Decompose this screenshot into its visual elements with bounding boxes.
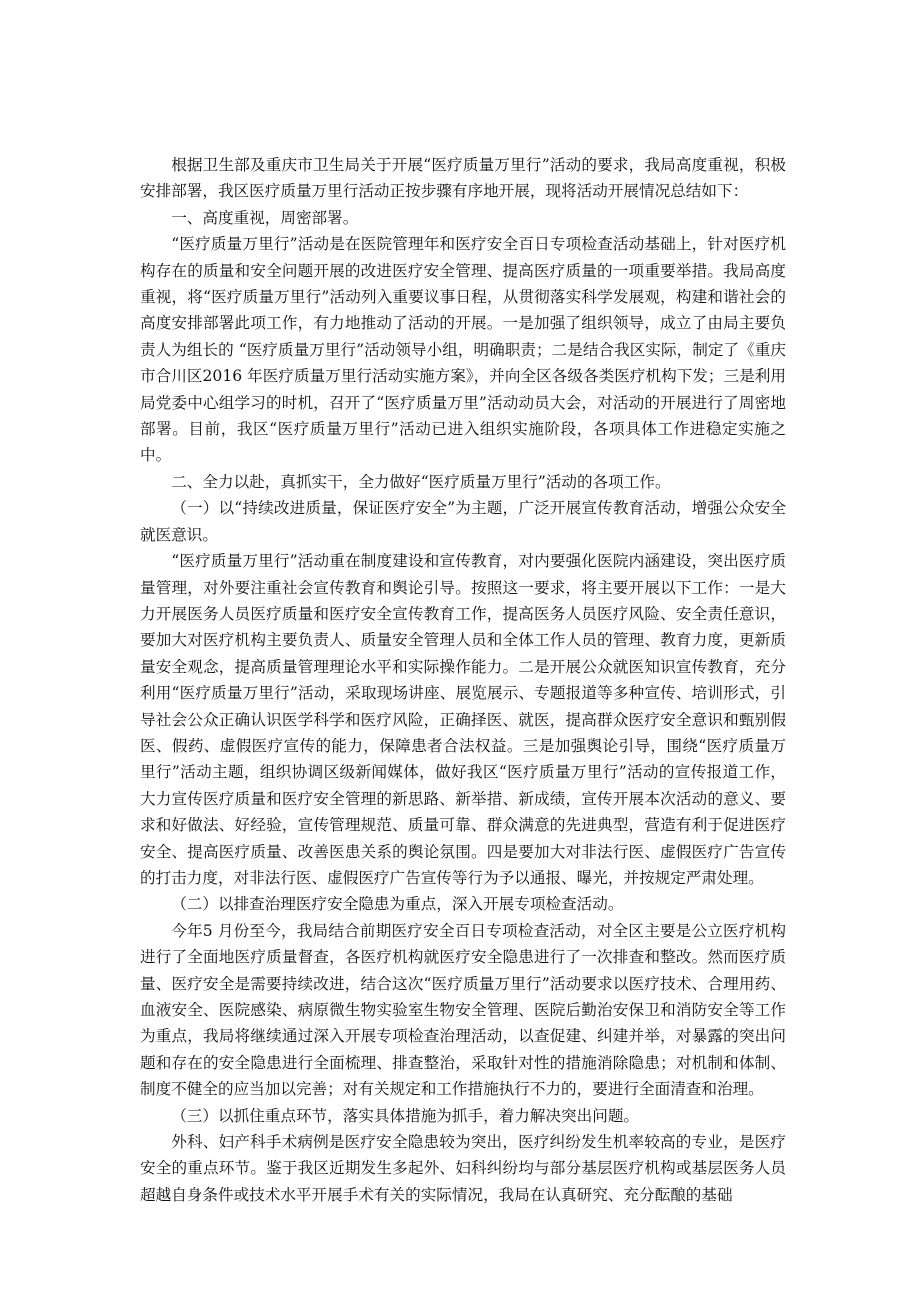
- subsection-heading-1: （一）以“持续改进质量，保证医疗安全”为主题，广泛开展宣传教育活动，增强公众安全就医意识。: [140, 499, 786, 544]
- subsection-heading-3: （三）以抓住重点环节，落实具体措施为抓手，着力解决突出问题。: [171, 1106, 640, 1125]
- section-heading-2: 二、全力以赴，真抓实干，全力做好“医疗质量万里行”活动的各项工作。: [171, 472, 671, 491]
- body-paragraph: “医疗质量万里行”活动是在医院管理年和医疗安全百日专项检查活动基础上，针对医疗机构存在的质量和安全问题开展的改进医疗安全管理、提高医疗质量的一项重要举措。我局高度重视，将“医疗质量万里行”活动列入重要议事日程，从贯彻落实科学发展观，构建和谐社会的高度安排部署此项工作，有力地推动了活动的开展。一是加强了组织领导，成立了由局主要负责人为组长的 “医疗质量万里行”活动领导小组，明确职责；二是结合我区实际，制定了《重庆市合川区2016 年医疗质量万里行活动实施方案》，并向全区各级各类医疗机构下发；三是利用局党委中心组学习的时机，召开了“医疗质量万里”活动动员大会，对活动的开展进行了周密地部署。目前，我区“医疗质量万里行”活动已进入组织实施阶段，各项具体工作进稳定实施之中。: [140, 235, 786, 465]
- document-body: [140, 152, 786, 1208]
- body-paragraph: 今年5 月份至今，我局结合前期医疗安全百日专项检查活动，对全区主要是公立医疗机构进行了全面地医疗质量督查，各医疗机构就医疗安全隐患进行了一次排查和整改。然而医疗质量、医疗安全是需要持续改进，结合这次“医疗质量万里行”活动要求以医疗技术、合理用药、血液安全、医院感染、病原微生物实验室生物安全管理、医院后勤治安保卫和消防安全等工作为重点，我局将继续通过深入开展专项检查治理活动，以查促建、纠建并举，对暴露的突出问题和存在的安全隐患进行全面梳理、排查整治，采取针对性的措施消除隐患；对机制和体制、制度不健全的应当加以完善；对有关规定和工作措施执行不力的，要进行全面清查和治理。: [140, 921, 786, 1099]
- body-paragraph: 外科、妇产科手术病例是医疗安全隐患较为突出，医疗纠纷发生机率较高的专业，是医疗安全的重点环节。鉴于我区近期发生多起外、妇科纠纷均与部分基层医疗机构或基层医务人员超越自身条件或技术水平开展手术有关的实际情况，我局在认真研究、充分酝酿的基础: [140, 1133, 786, 1204]
- body-paragraph: “医疗质量万里行”活动重在制度建设和宣传教育，对内要强化医院内涵建设，突出医疗质量管理，对外要注重社会宣传教育和舆论引导。按照这一要求，将主要开展以下工作：一是大力开展医务人员医疗质量和医疗安全宣传教育工作，提高医务人员医疗风险、安全责任意识，要加大对医疗机构主要负责人、质量安全管理人员和全体工作人员的管理、教育力度，更新质量安全观念，提高质量管理理论水平和实际操作能力。二是开展公众就医知识宣传教育，充分利用“医疗质量万里行”活动，采取现场讲座、展览展示、专题报道等多种宣传、培训形式，引导社会公众正确认识医学科学和医疗风险，正确择医、就医，提高群众医疗安全意识和甄别假医、假药、虚假医疗宣传的能力，保障患者合法权益。三是加强舆论引导，围绕“医疗质量万里行”活动主题，组织协调区级新闻媒体，做好我区“医疗质量万里行”活动的宣传报道工作，大力宣传医疗质量和医疗安全管理的新思路、新举措、新成绩，宣传开展本次活动的意义、要求和好做法、好经验，宣传管理规范、质量可靠、群众满意的先进典型，营造有利于促进医疗安全、提高医疗质量、改善医患关系的舆论氛围。四是要加大对非法行医、虚假医疗广告宣传的打击力度，对非法行医、虚假医疗广告宣传等行为予以通报、曝光，并按规定严肃处理。: [140, 552, 786, 887]
- section-heading-1: 一、高度重视，周密部署。: [171, 208, 359, 227]
- intro-paragraph: 根据卫生部及重庆市卫生局关于开展“医疗质量万里行”活动的要求，我局高度重视，积极安排部署，我区医疗质量万里行活动正按步骤有序地开展，现将活动开展情况总结如下：: [140, 156, 786, 201]
- subsection-heading-2: （二）以排查治理医疗安全隐患为重点，深入开展专项检查活动。: [171, 895, 624, 914]
